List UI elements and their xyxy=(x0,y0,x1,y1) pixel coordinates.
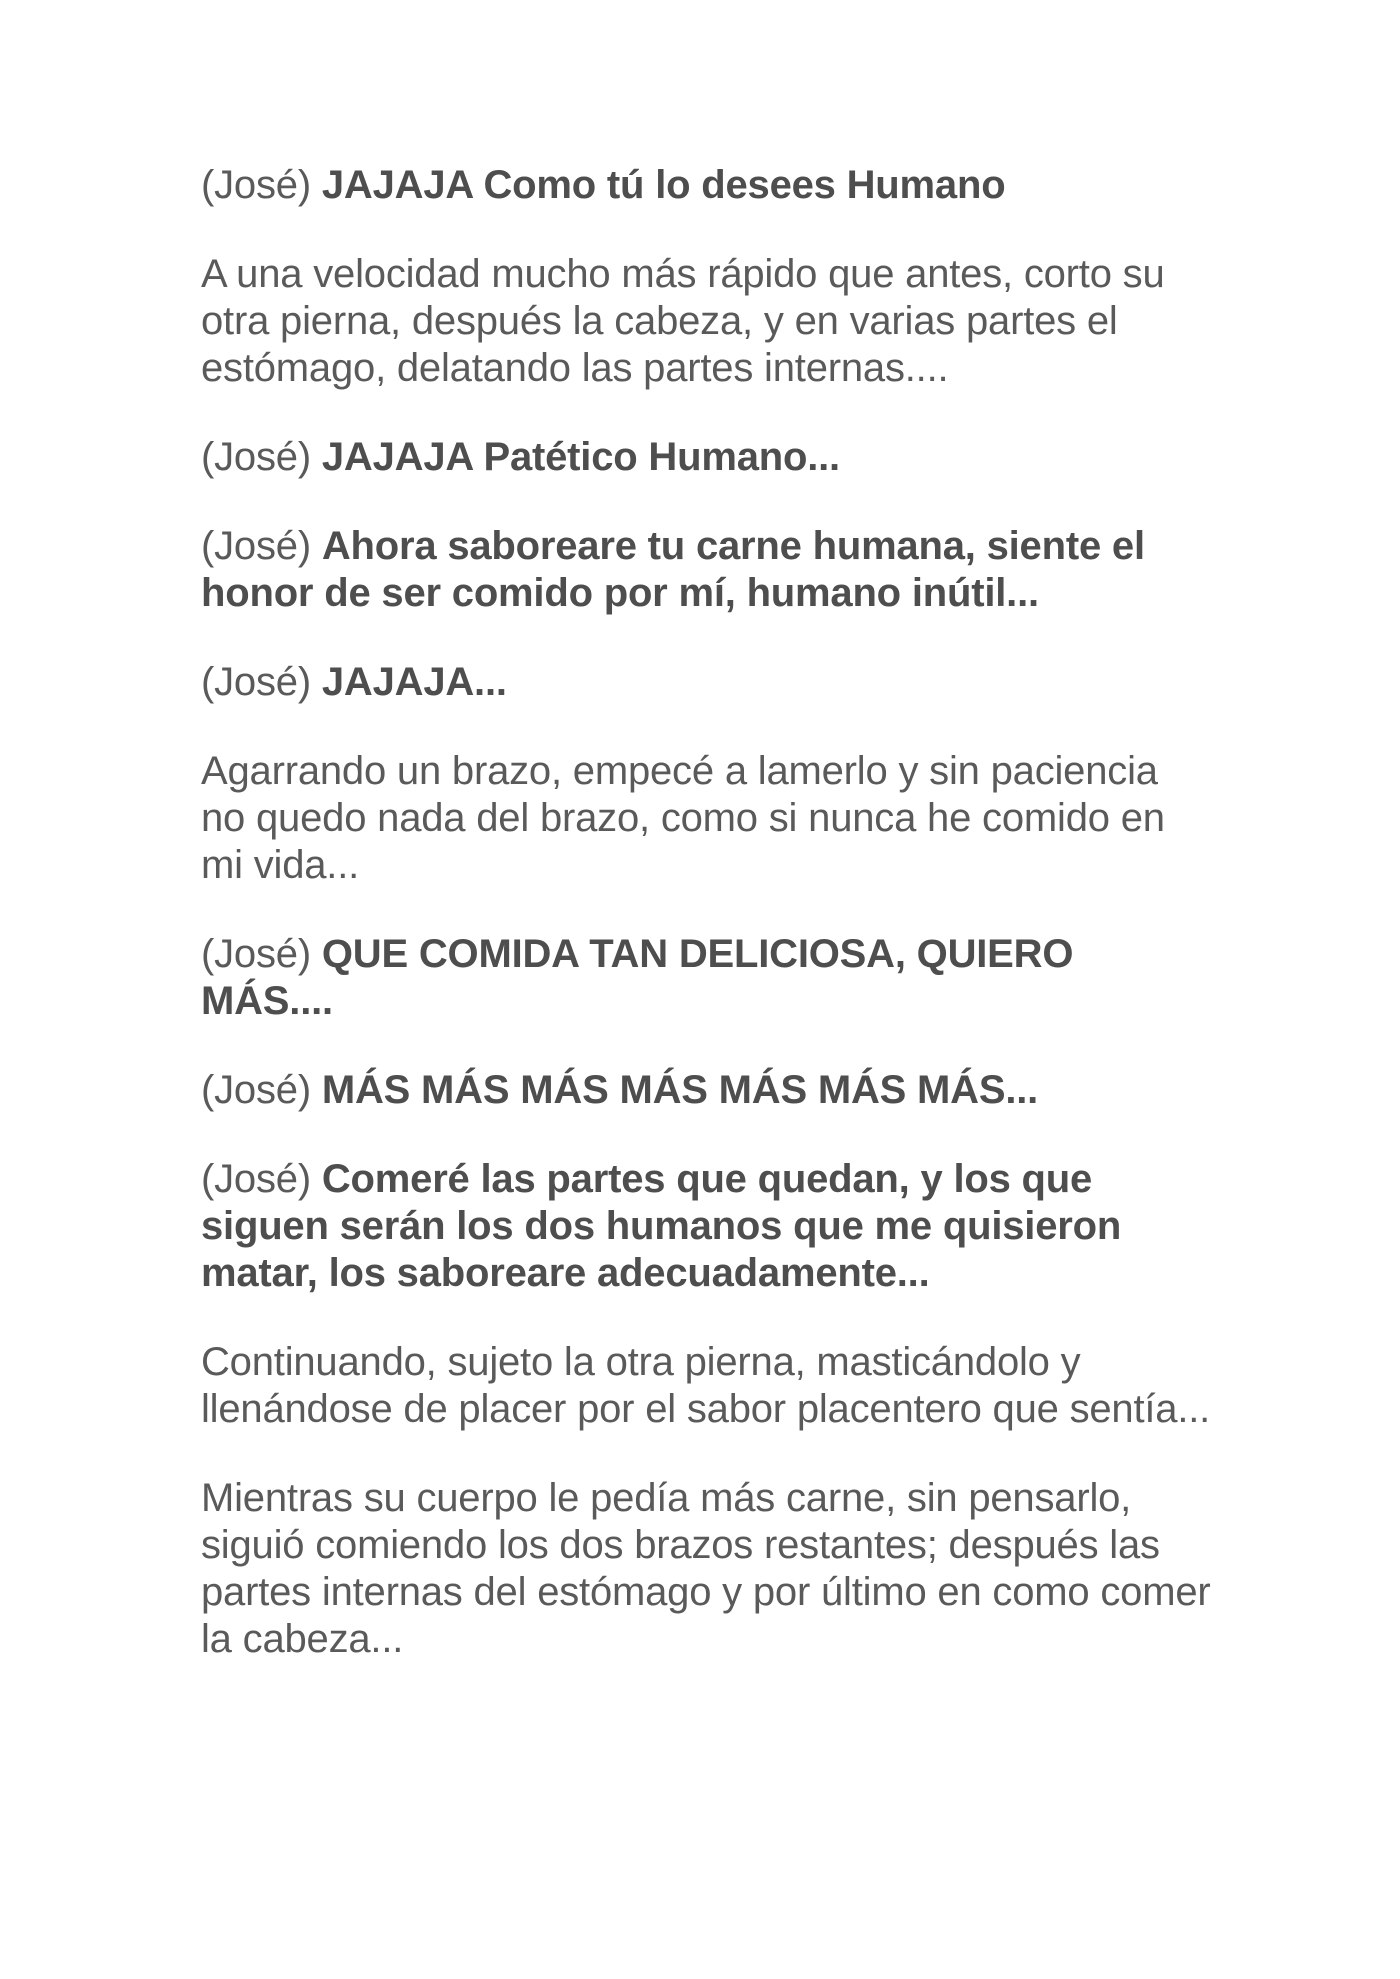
dialogue-paragraph xyxy=(201,1067,1211,1114)
dialogue-paragraph xyxy=(201,523,1211,617)
dialogue-paragraph xyxy=(201,931,1211,1025)
dialogue-paragraph xyxy=(201,434,1211,481)
narration-paragraph: Continuando, sujeto la otra pierna, masticándolo y llenándose de placer por el sabor placentero que sentía... xyxy=(201,1340,1211,1431)
dialogue-paragraph xyxy=(201,659,1211,706)
dialogue-text: JAJAJA Como tú lo desees Humano xyxy=(321,163,1006,207)
speaker-label: (José) xyxy=(201,1068,311,1112)
dialogue-text: Comeré las partes que quedan, y los que siguen serán los dos humanos que me quisieron matar, los saboreare adecuadamente... xyxy=(201,1157,1122,1295)
narration-paragraph: A una velocidad mucho más rápido que antes, corto su otra pierna, después la cabeza, y en varias partes el estómago, delatando las partes internas.... xyxy=(201,252,1165,390)
speaker-label: (José) xyxy=(201,932,311,976)
speaker-label: (José) xyxy=(201,163,311,207)
dialogue-paragraph xyxy=(201,162,1211,209)
narration-paragraph: Agarrando un brazo, empecé a lamerlo y sin paciencia no quedo nada del brazo, como si nunca he comido en mi vida... xyxy=(201,749,1165,887)
dialogue-text: JAJAJA... xyxy=(321,660,507,704)
dialogue-text: JAJAJA Patético Humano... xyxy=(321,435,840,479)
dialogue-text: MÁS MÁS MÁS MÁS MÁS MÁS MÁS... xyxy=(321,1068,1039,1112)
speaker-label: (José) xyxy=(201,1157,311,1201)
speaker-label: (José) xyxy=(201,660,311,704)
dialogue-text: Ahora saboreare tu carne humana, siente el honor de ser comido por mí, humano inútil... xyxy=(201,524,1145,615)
speaker-label: (José) xyxy=(201,435,311,479)
document-body xyxy=(201,162,1211,1705)
dialogue-paragraph xyxy=(201,1156,1211,1297)
narration-paragraph: Mientras su cuerpo le pedía más carne, sin pensarlo, siguió comiendo los dos brazos restantes; después las partes internas del estómago y por último en como comer la cabeza... xyxy=(201,1476,1211,1661)
dialogue-text: QUE COMIDA TAN DELICIOSA, QUIERO MÁS.... xyxy=(201,932,1074,1023)
speaker-label: (José) xyxy=(201,524,311,568)
